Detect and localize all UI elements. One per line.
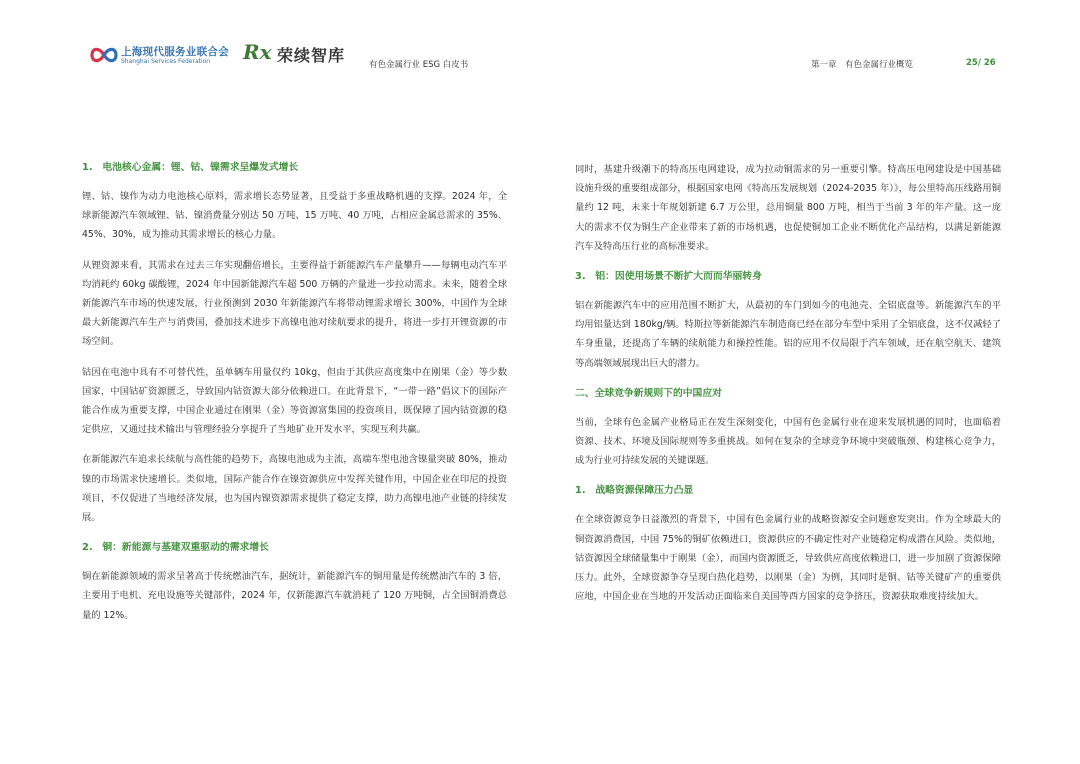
paragraph: 在新能源汽车追求长续航与高性能的趋势下，高镍电池成为主流，高端车型电池含镍量突破 80%，推动镍的市场需求快速增长。类似地，国际产能合作在镍资源供应中发挥关键作用，中国企业在印尼的投资项目，不仅促进了当地经济发展，也为国内镍资源需求提供了稳定支撑，助力高镍电池产业链的持续发展。 (82, 454, 507, 524)
paragraph: 当前，全球有色金属产业格局正在发生深刻变化，中国有色金属行业在迎来发展机遇的同时，也面临着资源、技术、环境及国际规则等多重挑战。如何在复杂的全球竞争环境中突破瓶颈、构建核心竞争力，成为行业可持续发展的关键课题。 (575, 416, 1001, 467)
left-column (82, 160, 507, 636)
right-column (575, 160, 1001, 617)
section-heading: 2. 铜：新能源与基建双重驱动的需求增长 (82, 542, 269, 554)
paragraph: 同时，基建升级潮下的特高压电网建设，成为拉动铜需求的另一重要引擎。特高压电网建设是中国基础设施升级的重要组成部分，根据国家电网《特高压发展规划（2024-2035 年）》，每公里特高压线路用铜量约 12 吨，未来十年规划新建 6.7 万公里，总用铜量 800 万吨，相当于当前 3 年的年产量。这一庞大的需求不仅为铜生产企业带来了新的市场机遇，也促使铜加工企业不断优化产品结构，以满足新能源汽车及特高压行业的高标准要求。 (575, 164, 1001, 252)
chapter-title: 第一章 有色金属行业概览 (811, 60, 914, 70)
shanghai-services-federation-logo (90, 43, 240, 69)
section-heading: 1. 战略资源保障压力凸显 (575, 485, 694, 497)
brand-name: 荣续智库 (277, 46, 346, 65)
paragraph: 从锂资源来看，其需求在过去三年实现翻倍增长，主要得益于新能源汽车产量攀升——每辆电动汽车平均消耗约 60kg 碳酸锂，2024 年中国新能源汽车超 500 万辆的产量进一步拉动需求。未来，随着全球新能源汽车市场的快速发展，行业预测到 2030 年新能源汽车将带动锂需求增长 300%，中国作为全球最大新能源汽车生产与消费国，叠加技术进步下高镍电池对续航要求的提升，将进一步打开锂资源的市场空间。 (82, 259, 507, 348)
brand-mark: Rx (243, 40, 272, 64)
paragraph: 在全球资源竞争日益激烈的背景下，中国有色金属行业的战略资源安全问题愈发突出。作为全球最大的铜资源消费国，中国 75%的铜矿依赖进口，资源供应的不确定性对产业链稳定构成潜在风险。类似地，钴资源因全球储量集中于刚果（金），而国内资源匮乏，导致供应高度依赖进口，进一步加剧了资源保障压力。此外，全球资源争夺呈现白热化趋势，以刚果（金）为例，其同时是铜、钴等关键矿产的重要供应地，中国企业在当地的开发活动正面临来自美国等西方国家的竞争挤压，资源获取难度持续加大。 (575, 514, 1001, 603)
document-title: 有色金属行业 ESG 白皮书 (369, 60, 469, 70)
paragraph: 锂、钴、镍作为动力电池核心原料，需求增长态势显著，且受益于多重战略机遇的支撑。2024 年，全球新能源汽车领域锂、钴、镍消费量分别达 50 万吨、15 万吨、40 万吨，占相应金属总需求的 35%、45%、30%，成为推动其需求增长的核心力量。 (82, 191, 507, 241)
paragraph: 铜在新能源领域的需求呈著高于传统燃油汽车，据统计，新能源汽车的铜用量是传统燃油汽车的 3 倍，主要用于电机、充电设施等关键部件，2024 年，仅新能源汽车就消耗了 120 万吨铜，占全国铜消费总量的 12%。 (82, 571, 507, 621)
org-name-cn: 上海现代服务业联合会 (121, 46, 229, 58)
section-heading: 1. 电池核心金属：锂、钴、镍需求呈爆发式增长 (82, 162, 299, 173)
paragraph: 钴因在电池中具有不可替代性，虽单辆车用量仅约 10kg，但由于其供应高度集中在刚果（金）等少数国家，中国钴矿资源匮乏，导致国内钴资源大部分依赖进口。在此背景下，“一带一路”倡议下的国际产能合作成为重要支撑，中国企业通过在刚果（金）等资源富集国的投资项目，既保障了国内钴资源的稳定供应，又通过技术输出与管理经验分享提升了当地矿业开发水平，实现互利共赢。 (82, 366, 507, 436)
federation-emblem-icon (90, 44, 118, 66)
page-header (0, 0, 1080, 80)
page-number: 25/ 26 (966, 58, 996, 68)
chapter-section-heading: 二、全球竞争新规则下的中国应对 (575, 387, 722, 399)
paragraph: 铝在新能源汽车中的应用范围不断扩大，从最初的车门到如今的电池壳、全铝底盘等。新能源汽车的平均用铝量达到 180kg/辆。特斯拉等新能源汽车制造商已经在部分车型中采用了全铝底盘，这不仅减轻了车身重量，还提高了车辆的续航能力和操控性能。铝的应用不仅局限于汽车领域，还在航空航天、建筑等高端领域展现出巨大的潜力。 (575, 300, 1001, 369)
section-heading: 3. 铝：因使用场景不断扩大而而华丽转身 (575, 271, 762, 283)
org-name-en: Shanghai Services Federation (121, 58, 211, 65)
